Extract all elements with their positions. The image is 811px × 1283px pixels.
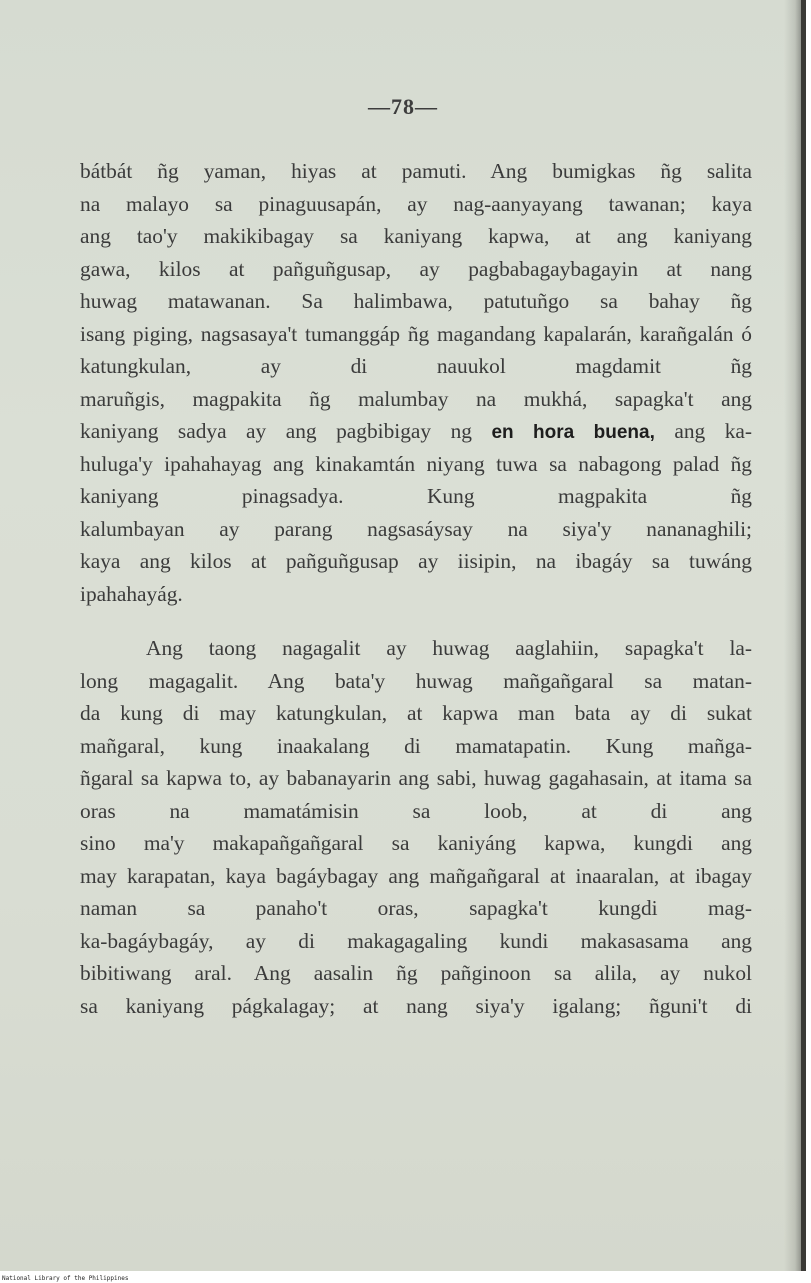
text-line: da kung di may katungkulan, at kapwa man bata ay di sukat	[80, 701, 752, 725]
text-line: huwag matawanan. Sa halimbawa, patutuñgo sa bahay ñg	[80, 289, 752, 313]
text-line: bátbát ñg yaman, hiyas at pamuti. Ang bumigkas ñg salita	[80, 159, 752, 183]
paragraph-gap	[80, 610, 752, 632]
page-body	[80, 155, 752, 1022]
text-line: huluga'y ipahahayag ang kinakamtán niyang tuwa sa nabagong palad ñg kaniyang pinagsadya. Kung magpakita ñg	[80, 451, 752, 508]
text-segment: kaniyang sadya ay ang pagbibigay ng	[80, 419, 472, 443]
text-line: kaya ang kilos at pañguñgusap ay iisipin, na ibagáy sa tuwáng	[80, 549, 752, 573]
text-line: mañgaral, kung inaakalang di mamatapatin. Kung mañga-	[80, 733, 752, 758]
page-edge	[801, 0, 806, 1271]
text-line: maruñgis, magpakita ñg malumbay na mukhá, sapagka't ang	[80, 386, 752, 411]
text-line: kalumbayan ay parang nagsasáysay na siya'y nananaghili;	[80, 516, 752, 541]
text-line: ka-bagáybagáy, ay di makagagaling kundi makasasama ang	[80, 928, 752, 953]
text-line: ñgaral sa kapwa to, ay babanayarin ang sabi, huwag gagahasain, at itama sa oras na mamatámisin sa loob, at di ang	[80, 766, 752, 823]
page-number: —78—	[368, 94, 438, 119]
text-line: ipahahayág.	[80, 581, 183, 606]
text-line: isang piging, nagsasaya't tumanggáp ñg magandang kapalarán, karañgalán ó katungkulan, ay di nauukol magdamit ñg	[80, 321, 752, 378]
text-line: bibitiwang aral. Ang aasalin ñg pañginoon sa alila, ay nukol	[80, 961, 752, 985]
text-line: sa kaniyang págkalagay; at nang siya'y igalang; ñguni't di	[80, 993, 752, 1018]
text-line: gawa, kilos at pañguñgusap, ay pagbabagaybagayin at nang	[80, 256, 752, 281]
text-line: sino ma'y makapañgañgaral sa kaniyáng kapwa, kungdi ang	[80, 831, 752, 855]
text-line: ang tao'y makikibagay sa kaniyang kapwa, at ang kaniyang	[80, 224, 752, 248]
text-line: Ang taong nagagalit ay huwag aaglahiin, sapagka't la-	[146, 636, 752, 660]
text-line: na malayo sa pinaguusapán, ay nag-aanyayang tawanan; kaya	[80, 191, 752, 216]
library-footer: National Library of the Philippines	[2, 1275, 129, 1282]
text-line-with-emphasis	[80, 415, 752, 448]
text-line: long magagalit. Ang bata'y huwag mañgañgaral sa matan-	[80, 668, 752, 693]
emphasized-phrase: en hora buena,	[491, 422, 655, 443]
text-segment: ang ka-	[674, 419, 753, 443]
text-line: may karapatan, kaya bagáybagay ang mañgañgaral at inaaralan, at ibagay naman sa panaho't oras, sapagka't kungdi mag-	[80, 863, 752, 920]
